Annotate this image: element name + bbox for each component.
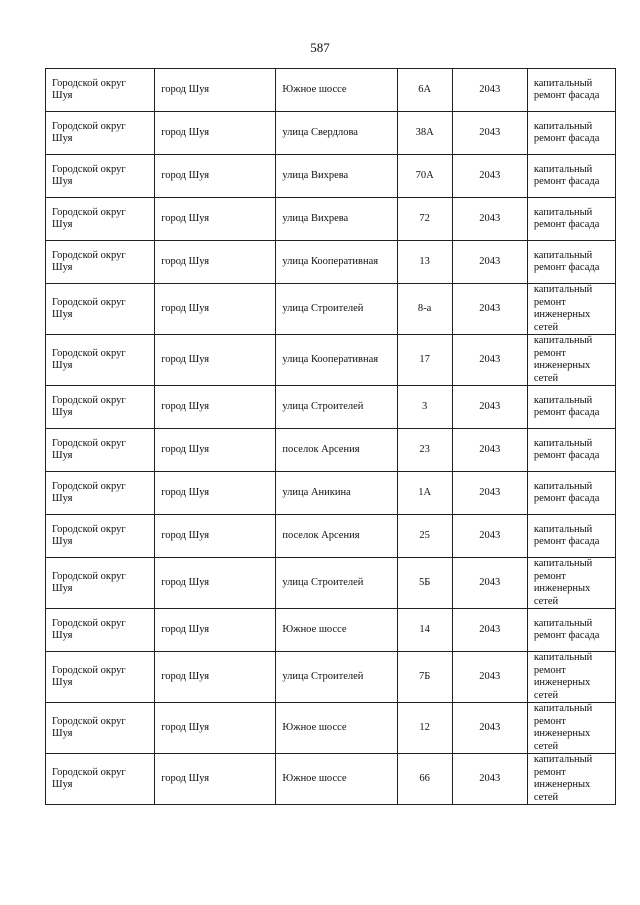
year-cell: 2043 <box>452 69 527 112</box>
house-number-cell: 17 <box>397 335 452 386</box>
house-number-cell: 7Б <box>397 652 452 703</box>
work-type-cell: капитальный ремонт фасада <box>527 386 615 429</box>
settlement-cell: город Шуя <box>155 515 276 558</box>
street-cell: поселок Арсения <box>276 515 397 558</box>
work-type-cell: капитальный ремонт инженерных сетей <box>527 558 615 609</box>
year-cell: 2043 <box>452 284 527 335</box>
year-cell: 2043 <box>452 335 527 386</box>
house-number-cell: 14 <box>397 609 452 652</box>
work-type-cell: капитальный ремонт фасада <box>527 515 615 558</box>
house-number-cell: 38А <box>397 112 452 155</box>
table-body <box>46 69 616 805</box>
work-type-cell: капитальный ремонт фасада <box>527 472 615 515</box>
house-number-cell: 70А <box>397 155 452 198</box>
work-type-cell: капитальный ремонт фасада <box>527 609 615 652</box>
settlement-cell: город Шуя <box>155 335 276 386</box>
work-type-cell: капитальный ремонт инженерных сетей <box>527 754 615 805</box>
settlement-cell: город Шуя <box>155 754 276 805</box>
settlement-cell: город Шуя <box>155 429 276 472</box>
table-row <box>46 386 616 429</box>
street-cell: улица Строителей <box>276 652 397 703</box>
street-cell: Южное шоссе <box>276 703 397 754</box>
work-type-cell: капитальный ремонт фасада <box>527 69 615 112</box>
house-number-cell: 25 <box>397 515 452 558</box>
work-type-cell: капитальный ремонт инженерных сетей <box>527 284 615 335</box>
street-cell: поселок Арсения <box>276 429 397 472</box>
year-cell: 2043 <box>452 558 527 609</box>
street-cell: улица Кооперативная <box>276 335 397 386</box>
work-type-cell: капитальный ремонт фасада <box>527 155 615 198</box>
work-type-cell: капитальный ремонт фасада <box>527 241 615 284</box>
work-type-cell: капитальный ремонт инженерных сетей <box>527 703 615 754</box>
table-row <box>46 284 616 335</box>
settlement-cell: город Шуя <box>155 472 276 515</box>
table-row <box>46 335 616 386</box>
street-cell: улица Кооперативная <box>276 241 397 284</box>
district-cell: Городской округ Шуя <box>46 652 155 703</box>
table-row <box>46 703 616 754</box>
district-cell: Городской округ Шуя <box>46 386 155 429</box>
street-cell: улица Свердлова <box>276 112 397 155</box>
work-type-cell: капитальный ремонт инженерных сетей <box>527 335 615 386</box>
settlement-cell: город Шуя <box>155 69 276 112</box>
district-cell: Городской округ Шуя <box>46 335 155 386</box>
table-row <box>46 472 616 515</box>
settlement-cell: город Шуя <box>155 241 276 284</box>
district-cell: Городской округ Шуя <box>46 112 155 155</box>
year-cell: 2043 <box>452 241 527 284</box>
house-number-cell: 23 <box>397 429 452 472</box>
house-number-cell: 8-а <box>397 284 452 335</box>
table-row <box>46 112 616 155</box>
district-cell: Городской округ Шуя <box>46 284 155 335</box>
street-cell: Южное шоссе <box>276 69 397 112</box>
settlement-cell: город Шуя <box>155 703 276 754</box>
district-cell: Городской округ Шуя <box>46 155 155 198</box>
year-cell: 2043 <box>452 112 527 155</box>
settlement-cell: город Шуя <box>155 558 276 609</box>
year-cell: 2043 <box>452 386 527 429</box>
street-cell: Южное шоссе <box>276 609 397 652</box>
district-cell: Городской округ Шуя <box>46 515 155 558</box>
year-cell: 2043 <box>452 155 527 198</box>
street-cell: Южное шоссе <box>276 754 397 805</box>
house-number-cell: 6А <box>397 69 452 112</box>
street-cell: улица Строителей <box>276 386 397 429</box>
house-number-cell: 72 <box>397 198 452 241</box>
table-row <box>46 754 616 805</box>
housing-registry-table <box>45 68 616 805</box>
street-cell: улица Строителей <box>276 558 397 609</box>
settlement-cell: город Шуя <box>155 609 276 652</box>
house-number-cell: 1А <box>397 472 452 515</box>
work-type-cell: капитальный ремонт инженерных сетей <box>527 652 615 703</box>
street-cell: улица Вихрева <box>276 155 397 198</box>
work-type-cell: капитальный ремонт фасада <box>527 112 615 155</box>
table-row <box>46 198 616 241</box>
settlement-cell: город Шуя <box>155 284 276 335</box>
house-number-cell: 13 <box>397 241 452 284</box>
year-cell: 2043 <box>452 472 527 515</box>
year-cell: 2043 <box>452 652 527 703</box>
district-cell: Городской округ Шуя <box>46 754 155 805</box>
year-cell: 2043 <box>452 515 527 558</box>
settlement-cell: город Шуя <box>155 198 276 241</box>
house-number-cell: 5Б <box>397 558 452 609</box>
year-cell: 2043 <box>452 198 527 241</box>
district-cell: Городской округ Шуя <box>46 198 155 241</box>
settlement-cell: город Шуя <box>155 155 276 198</box>
work-type-cell: капитальный ремонт фасада <box>527 198 615 241</box>
house-number-cell: 66 <box>397 754 452 805</box>
settlement-cell: город Шуя <box>155 112 276 155</box>
table-row <box>46 609 616 652</box>
year-cell: 2043 <box>452 703 527 754</box>
page-number: 587 <box>310 40 330 55</box>
district-cell: Городской округ Шуя <box>46 241 155 284</box>
district-cell: Городской округ Шуя <box>46 429 155 472</box>
district-cell: Городской округ Шуя <box>46 609 155 652</box>
district-cell: Городской округ Шуя <box>46 69 155 112</box>
street-cell: улица Строителей <box>276 284 397 335</box>
table-row <box>46 241 616 284</box>
district-cell: Городской округ Шуя <box>46 703 155 754</box>
table-row <box>46 652 616 703</box>
street-cell: улица Вихрева <box>276 198 397 241</box>
table-row <box>46 429 616 472</box>
table-row <box>46 69 616 112</box>
table-row <box>46 558 616 609</box>
house-number-cell: 3 <box>397 386 452 429</box>
year-cell: 2043 <box>452 754 527 805</box>
street-cell: улица Аникина <box>276 472 397 515</box>
district-cell: Городской округ Шуя <box>46 472 155 515</box>
year-cell: 2043 <box>452 609 527 652</box>
house-number-cell: 12 <box>397 703 452 754</box>
work-type-cell: капитальный ремонт фасада <box>527 429 615 472</box>
settlement-cell: город Шуя <box>155 386 276 429</box>
year-cell: 2043 <box>452 429 527 472</box>
district-cell: Городской округ Шуя <box>46 558 155 609</box>
table-row <box>46 155 616 198</box>
settlement-cell: город Шуя <box>155 652 276 703</box>
table-row <box>46 515 616 558</box>
